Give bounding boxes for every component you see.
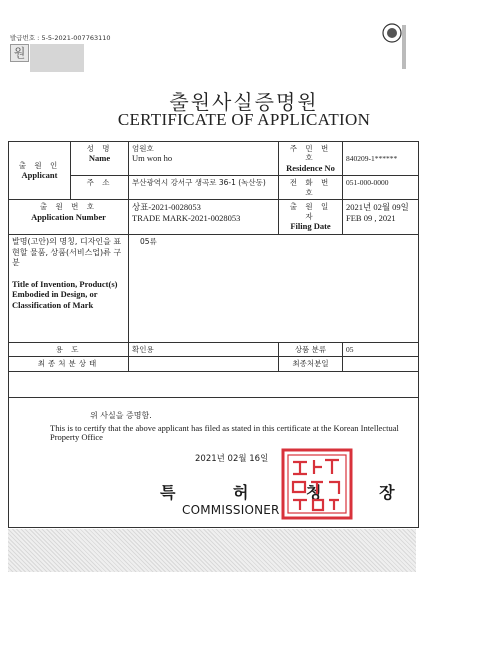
certify-statement-english: This is to certify that the above applicant has filed as stated in this certificate at the Korean Intellectual Property Office	[50, 423, 399, 443]
usage-value: 확인용	[129, 342, 279, 356]
title-english: CERTIFICATE OF APPLICATION	[117, 110, 371, 129]
final-status-label: 최종처분상태	[9, 357, 129, 371]
final-date-value	[343, 357, 419, 371]
usage-label: 용 도	[9, 342, 129, 356]
address-value: 부산광역시 강서구 생곡로 36-1 (녹산동)	[129, 176, 279, 200]
issue-barcode-block	[30, 44, 84, 72]
issue-stamp: 원	[10, 44, 29, 62]
class-value: 05	[343, 342, 419, 356]
residence-value: 840209-1******	[343, 142, 419, 176]
official-seal-icon	[281, 448, 353, 520]
certify-statement-korean: 위 사실을 증명함.	[90, 411, 152, 420]
issue-number: 발급번호 : 5-5-2021-007763110	[10, 34, 111, 42]
invention-title-value: 05류	[129, 234, 419, 342]
phone-value: 051-000-0000	[343, 176, 419, 200]
office-title-english: COMMISSIONER	[182, 503, 280, 517]
security-pattern-strip	[8, 529, 416, 572]
issue-date: 2021년 02월 16일	[195, 454, 269, 464]
certificate-table	[8, 141, 419, 528]
final-date-label: 최종처분일	[279, 357, 343, 371]
kipo-logo-icon	[378, 22, 408, 72]
filing-date-label: 출 원 일 자 Filing Date	[279, 200, 343, 234]
office-title-korean: 특 허 청 장	[160, 483, 421, 502]
application-number-value: 상표-2021-0028053 TRADE MARK-2021-0028053	[129, 200, 279, 234]
name-value: 엄원호 Um won ho	[129, 142, 279, 176]
title-korean: 출원사실증명원	[169, 90, 319, 114]
address-label: 주 소	[71, 176, 129, 200]
applicant-header: 출 원 인 Applicant	[9, 142, 71, 200]
filing-date-value: 2021년 02월 09일 FEB 09 , 2021	[343, 200, 419, 234]
application-number-label: 출 원 번 호 Application Number	[9, 200, 129, 234]
blank-row	[9, 371, 419, 397]
residence-label: 주 민 번 호 Residence No	[279, 142, 343, 176]
phone-label: 전 화 번 호	[279, 176, 343, 200]
invention-title-label: 발명(고안)의 명칭, 디자인을 표현할 물품, 상품(서비스업)류 구분 Title of Invention, Product(s) Embodied in Design, or Classification of Mark	[9, 234, 129, 342]
class-label: 상품 분류	[279, 342, 343, 356]
name-label: 성 명 Name	[71, 142, 129, 176]
final-status-value	[129, 357, 279, 371]
